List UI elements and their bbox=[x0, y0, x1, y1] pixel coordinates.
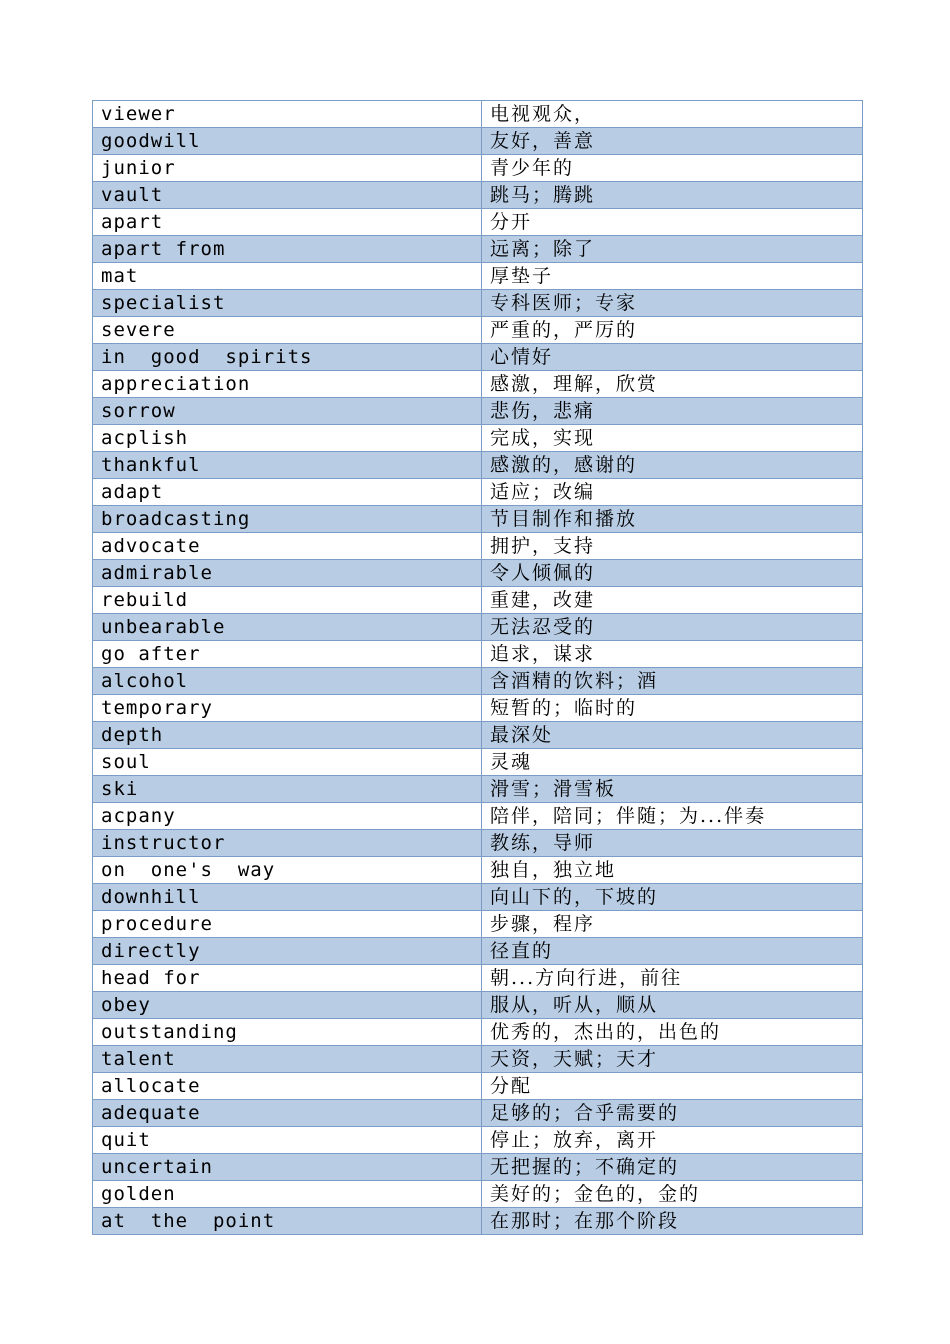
table-row bbox=[93, 290, 863, 317]
table-row bbox=[93, 425, 863, 452]
vocabulary-table-body bbox=[93, 101, 863, 1235]
chinese-meaning-cell: 令人倾佩的 bbox=[482, 560, 863, 587]
chinese-meaning-cell: 最深处 bbox=[482, 722, 863, 749]
table-row bbox=[93, 614, 863, 641]
english-term-cell: acplish bbox=[93, 425, 482, 452]
chinese-meaning-cell: 停止；放弃，离开 bbox=[482, 1127, 863, 1154]
table-row bbox=[93, 398, 863, 425]
english-term-cell: at the point bbox=[93, 1208, 482, 1235]
english-term-cell: acpany bbox=[93, 803, 482, 830]
table-row bbox=[93, 911, 863, 938]
english-term-cell: junior bbox=[93, 155, 482, 182]
english-term-cell: viewer bbox=[93, 101, 482, 128]
english-term-cell: talent bbox=[93, 1046, 482, 1073]
english-term-cell: rebuild bbox=[93, 587, 482, 614]
chinese-meaning-cell: 在那时；在那个阶段 bbox=[482, 1208, 863, 1235]
chinese-meaning-cell: 节目制作和播放 bbox=[482, 506, 863, 533]
english-term-cell: go after bbox=[93, 641, 482, 668]
chinese-meaning-cell: 感激的，感谢的 bbox=[482, 452, 863, 479]
english-term-cell: broadcasting bbox=[93, 506, 482, 533]
table-row bbox=[93, 749, 863, 776]
table-row bbox=[93, 560, 863, 587]
english-term-cell: uncertain bbox=[93, 1154, 482, 1181]
english-term-cell: adapt bbox=[93, 479, 482, 506]
table-row bbox=[93, 209, 863, 236]
english-term-cell: allocate bbox=[93, 1073, 482, 1100]
chinese-meaning-cell: 悲伤，悲痛 bbox=[482, 398, 863, 425]
chinese-meaning-cell: 远离；除了 bbox=[482, 236, 863, 263]
english-term-cell: adequate bbox=[93, 1100, 482, 1127]
table-row bbox=[93, 128, 863, 155]
chinese-meaning-cell: 完成，实现 bbox=[482, 425, 863, 452]
table-row bbox=[93, 830, 863, 857]
table-row bbox=[93, 1181, 863, 1208]
table-row bbox=[93, 668, 863, 695]
table-row bbox=[93, 587, 863, 614]
english-term-cell: thankful bbox=[93, 452, 482, 479]
table-row bbox=[93, 803, 863, 830]
table-row bbox=[93, 722, 863, 749]
table-row bbox=[93, 344, 863, 371]
table-row bbox=[93, 263, 863, 290]
chinese-meaning-cell: 青少年的 bbox=[482, 155, 863, 182]
english-term-cell: golden bbox=[93, 1181, 482, 1208]
table-row bbox=[93, 857, 863, 884]
table-row bbox=[93, 506, 863, 533]
chinese-meaning-cell: 短暂的；临时的 bbox=[482, 695, 863, 722]
chinese-meaning-cell: 滑雪；滑雪板 bbox=[482, 776, 863, 803]
table-row bbox=[93, 452, 863, 479]
table-row bbox=[93, 155, 863, 182]
chinese-meaning-cell: 友好，善意 bbox=[482, 128, 863, 155]
table-row bbox=[93, 992, 863, 1019]
english-term-cell: vault bbox=[93, 182, 482, 209]
english-term-cell: instructor bbox=[93, 830, 482, 857]
english-term-cell: advocate bbox=[93, 533, 482, 560]
chinese-meaning-cell: 专科医师；专家 bbox=[482, 290, 863, 317]
english-term-cell: head for bbox=[93, 965, 482, 992]
chinese-meaning-cell: 适应；改编 bbox=[482, 479, 863, 506]
chinese-meaning-cell: 优秀的，杰出的，出色的 bbox=[482, 1019, 863, 1046]
english-term-cell: quit bbox=[93, 1127, 482, 1154]
chinese-meaning-cell: 重建，改建 bbox=[482, 587, 863, 614]
chinese-meaning-cell: 独自，独立地 bbox=[482, 857, 863, 884]
table-row bbox=[93, 317, 863, 344]
table-row bbox=[93, 479, 863, 506]
table-row bbox=[93, 776, 863, 803]
english-term-cell: specialist bbox=[93, 290, 482, 317]
table-row bbox=[93, 236, 863, 263]
english-term-cell: outstanding bbox=[93, 1019, 482, 1046]
chinese-meaning-cell: 步骤，程序 bbox=[482, 911, 863, 938]
chinese-meaning-cell: 天资，天赋；天才 bbox=[482, 1046, 863, 1073]
english-term-cell: unbearable bbox=[93, 614, 482, 641]
chinese-meaning-cell: 无法忍受的 bbox=[482, 614, 863, 641]
english-term-cell: apart from bbox=[93, 236, 482, 263]
chinese-meaning-cell: 教练，导师 bbox=[482, 830, 863, 857]
chinese-meaning-cell: 分配 bbox=[482, 1073, 863, 1100]
english-term-cell: temporary bbox=[93, 695, 482, 722]
chinese-meaning-cell: 足够的；合乎需要的 bbox=[482, 1100, 863, 1127]
chinese-meaning-cell: 灵魂 bbox=[482, 749, 863, 776]
english-term-cell: procedure bbox=[93, 911, 482, 938]
chinese-meaning-cell: 无把握的；不确定的 bbox=[482, 1154, 863, 1181]
chinese-meaning-cell: 跳马；腾跳 bbox=[482, 182, 863, 209]
english-term-cell: on one's way bbox=[93, 857, 482, 884]
english-term-cell: appreciation bbox=[93, 371, 482, 398]
english-term-cell: alcohol bbox=[93, 668, 482, 695]
chinese-meaning-cell: 分开 bbox=[482, 209, 863, 236]
table-row bbox=[93, 1127, 863, 1154]
english-term-cell: in good spirits bbox=[93, 344, 482, 371]
english-term-cell: directly bbox=[93, 938, 482, 965]
chinese-meaning-cell: 拥护，支持 bbox=[482, 533, 863, 560]
english-term-cell: depth bbox=[93, 722, 482, 749]
table-row bbox=[93, 1154, 863, 1181]
chinese-meaning-cell: 径直的 bbox=[482, 938, 863, 965]
chinese-meaning-cell: 严重的，严厉的 bbox=[482, 317, 863, 344]
table-row bbox=[93, 533, 863, 560]
table-row bbox=[93, 101, 863, 128]
table-row bbox=[93, 1046, 863, 1073]
chinese-meaning-cell: 厚垫子 bbox=[482, 263, 863, 290]
chinese-meaning-cell: 服从，听从，顺从 bbox=[482, 992, 863, 1019]
table-row bbox=[93, 1208, 863, 1235]
table-row bbox=[93, 371, 863, 398]
table-row bbox=[93, 1019, 863, 1046]
english-term-cell: apart bbox=[93, 209, 482, 236]
chinese-meaning-cell: 追求，谋求 bbox=[482, 641, 863, 668]
english-term-cell: downhill bbox=[93, 884, 482, 911]
chinese-meaning-cell: 电视观众， bbox=[482, 101, 863, 128]
english-term-cell: admirable bbox=[93, 560, 482, 587]
table-row bbox=[93, 1100, 863, 1127]
chinese-meaning-cell: 心情好 bbox=[482, 344, 863, 371]
english-term-cell: severe bbox=[93, 317, 482, 344]
english-term-cell: goodwill bbox=[93, 128, 482, 155]
chinese-meaning-cell: 陪伴，陪同；伴随；为...伴奏 bbox=[482, 803, 863, 830]
table-row bbox=[93, 641, 863, 668]
chinese-meaning-cell: 感激，理解，欣赏 bbox=[482, 371, 863, 398]
chinese-meaning-cell: 向山下的，下坡的 bbox=[482, 884, 863, 911]
table-row bbox=[93, 884, 863, 911]
table-row bbox=[93, 695, 863, 722]
chinese-meaning-cell: 含酒精的饮料；酒 bbox=[482, 668, 863, 695]
english-term-cell: soul bbox=[93, 749, 482, 776]
english-term-cell: ski bbox=[93, 776, 482, 803]
english-term-cell: mat bbox=[93, 263, 482, 290]
table-row bbox=[93, 965, 863, 992]
english-term-cell: sorrow bbox=[93, 398, 482, 425]
chinese-meaning-cell: 美好的；金色的，金的 bbox=[482, 1181, 863, 1208]
chinese-meaning-cell: 朝...方向行进，前往 bbox=[482, 965, 863, 992]
table-row bbox=[93, 1073, 863, 1100]
table-row bbox=[93, 938, 863, 965]
table-row bbox=[93, 182, 863, 209]
vocabulary-table bbox=[92, 100, 863, 1235]
english-term-cell: obey bbox=[93, 992, 482, 1019]
